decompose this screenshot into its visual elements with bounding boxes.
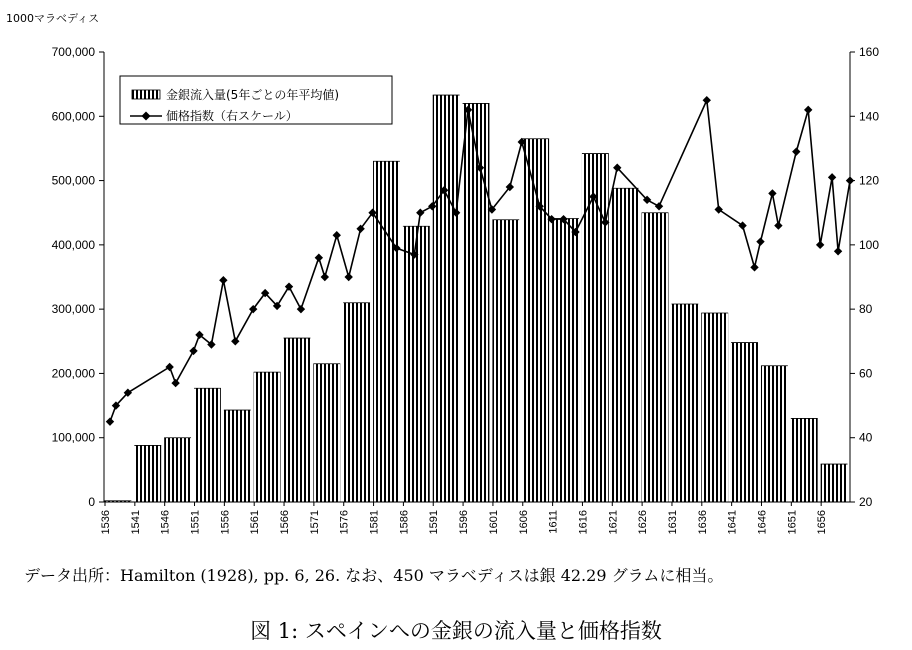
x-axis [100, 502, 850, 534]
y-right-axis [850, 45, 879, 509]
price-index-point [189, 347, 197, 355]
price-index-point [703, 96, 711, 104]
x-tick-label: 1591 [428, 510, 441, 535]
y-left-tick-label: 300,000 [51, 302, 95, 317]
y-right-tick-label: 160 [859, 45, 880, 59]
inflow-bar [463, 103, 490, 502]
price-index-point [750, 263, 758, 271]
price-index-point [416, 209, 424, 217]
inflow-bar [194, 388, 221, 502]
price-index-point [165, 363, 173, 371]
y-left-tick-label: 100,000 [51, 430, 95, 445]
x-tick-label: 1616 [577, 510, 590, 535]
source-note: データ出所：Hamilton (1928), pp. 6, 26. なお、450 マラベディスは銀 42.29 グラムに相当。 [24, 566, 724, 585]
y-left-tick-label: 700,000 [51, 45, 95, 59]
inflow-bar [134, 445, 161, 502]
price-index-point [344, 273, 352, 281]
price-index-point [804, 106, 812, 114]
price-index-point [231, 337, 239, 345]
x-tick-label: 1581 [368, 510, 381, 535]
inflow-bar [701, 313, 728, 502]
price-index-point [297, 305, 305, 313]
inflow-bars [105, 95, 848, 502]
y-left-tick-label: 200,000 [51, 366, 95, 381]
inflow-bar [164, 438, 191, 502]
price-index-point [774, 221, 782, 229]
x-tick-label: 1541 [129, 510, 142, 535]
x-tick-label: 1606 [517, 510, 530, 535]
x-tick-label: 1576 [338, 510, 351, 535]
x-tick-label: 1556 [219, 510, 232, 535]
legend-bar-swatch [132, 90, 160, 99]
x-tick-label: 1646 [756, 510, 769, 535]
inflow-bar [582, 154, 609, 502]
inflow-bar [791, 418, 818, 502]
y-left-tick-label: 0 [88, 495, 95, 509]
y-left-tick-label: 500,000 [51, 173, 95, 188]
price-index-point [333, 231, 341, 239]
inflow-bar [224, 410, 251, 502]
x-tick-label: 1596 [458, 510, 471, 535]
price-index-point [106, 417, 114, 425]
price-index-point [321, 273, 329, 281]
x-tick-label: 1546 [159, 510, 172, 535]
inflow-bar [671, 304, 698, 502]
x-tick-label: 1631 [666, 510, 679, 535]
inflow-bar [433, 95, 460, 502]
x-tick-label: 1536 [100, 510, 112, 535]
y-right-tick-label: 40 [859, 430, 873, 445]
price-index-point [828, 173, 836, 181]
inflow-bar [731, 343, 758, 502]
price-index-point [315, 254, 323, 262]
y-right-tick-label: 120 [859, 173, 880, 188]
y-left-tick-label: 400,000 [51, 237, 95, 252]
x-tick-label: 1626 [637, 510, 650, 535]
figure-caption: 図 1: スペインへの金銀の流入量と価格指数 [250, 619, 662, 643]
inflow-bar [492, 220, 519, 502]
x-tick-label: 1601 [487, 510, 500, 535]
price-index-point [756, 237, 764, 245]
inflow-bar [254, 372, 281, 502]
price-index-point [846, 176, 854, 184]
inflow-bar [313, 364, 340, 502]
y-right-tick-label: 80 [859, 302, 873, 317]
inflow-bar [552, 219, 579, 503]
price-index-point [219, 276, 227, 284]
y-left-tick-label: 600,000 [51, 109, 95, 124]
y-right-tick-label: 20 [859, 495, 873, 509]
x-tick-label: 1656 [816, 510, 829, 535]
y-left-axis [52, 45, 104, 509]
x-tick-label: 1621 [607, 510, 620, 535]
y-right-tick-label: 100 [859, 237, 880, 252]
price-index-point [834, 247, 842, 255]
inflow-bar [642, 213, 669, 502]
y-left-unit-label: 1000マラベディス [6, 12, 100, 25]
price-index-point [655, 202, 663, 210]
inflow-bar [403, 226, 430, 502]
x-tick-label: 1641 [726, 510, 739, 535]
inflow-bar [612, 188, 639, 502]
price-index-point [171, 379, 179, 387]
x-tick-label: 1571 [308, 510, 321, 535]
price-index-point [768, 189, 776, 197]
x-tick-label: 1561 [249, 510, 262, 535]
y-right-tick-label: 60 [859, 366, 873, 381]
inflow-bar [373, 161, 400, 502]
x-tick-label: 1651 [786, 510, 799, 535]
inflow-bar [343, 303, 370, 502]
y-right-tick-label: 140 [859, 109, 880, 124]
x-tick-label: 1586 [398, 510, 411, 535]
price-index-point [792, 147, 800, 155]
inflow-bar [761, 366, 788, 502]
x-tick-label: 1551 [189, 510, 202, 535]
x-tick-label: 1636 [696, 510, 709, 535]
price-index-point [816, 241, 824, 249]
legend-bar-label: 金銀流入量(5年ごとの年平均値) [166, 88, 339, 102]
price-index-point [285, 282, 293, 290]
x-tick-label: 1611 [547, 510, 560, 534]
x-tick-label: 1566 [279, 510, 292, 535]
legend-line-label: 価格指数（右スケール） [166, 109, 298, 123]
price-index-point [738, 221, 746, 229]
inflow-bar [821, 464, 848, 502]
inflow-bar [284, 338, 311, 502]
